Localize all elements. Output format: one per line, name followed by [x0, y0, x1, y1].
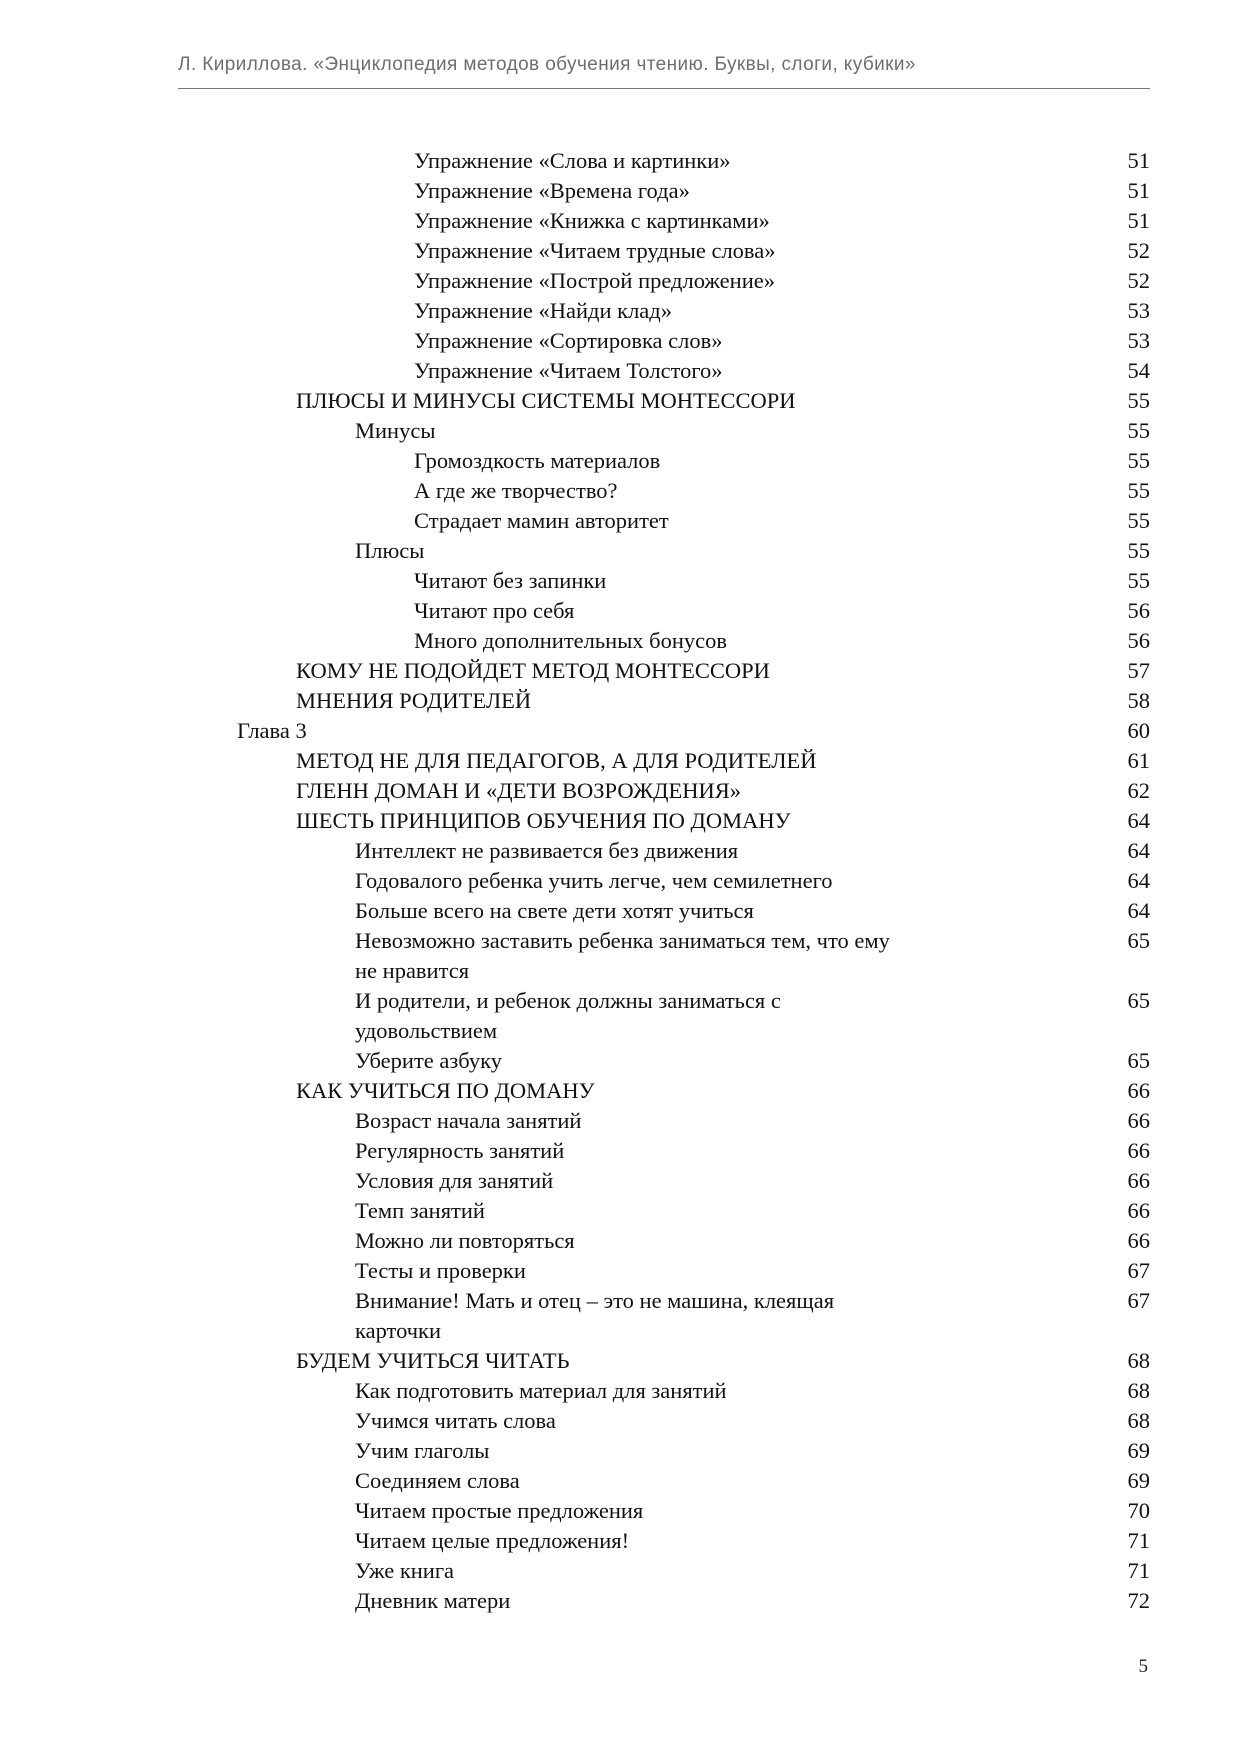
toc-entry-page: 72: [1127, 1588, 1150, 1613]
toc-entry-page: 55: [1127, 418, 1150, 443]
toc-entry-page: 53: [1127, 328, 1150, 353]
toc-entry: [0, 1376, 1240, 1406]
toc-entry: [0, 1556, 1240, 1586]
toc-entry: [0, 416, 1240, 446]
toc-entry-title: Невозможно заставить ребенка заниматься тем, что ему не нравится: [355, 928, 890, 983]
toc-entry-page: 54: [1127, 358, 1150, 383]
toc-entry: [0, 536, 1240, 566]
toc-entry-title: ГЛЕНН ДОМАН И «ДЕТИ ВОЗРОЖДЕНИЯ»: [296, 778, 742, 803]
toc-entry-title: Читают без запинки: [414, 568, 607, 593]
toc-entry: [0, 1196, 1240, 1226]
toc-entry-title: Упражнение «Построй предложение»: [414, 268, 775, 293]
toc-entry: [0, 1046, 1240, 1076]
toc-entry: [0, 686, 1240, 716]
toc-entry: [0, 1406, 1240, 1436]
toc-entry: [0, 356, 1240, 386]
toc-entry-page: 69: [1127, 1468, 1150, 1493]
toc-entry-title: МЕТОД НЕ ДЛЯ ПЕДАГОГОВ, А ДЛЯ РОДИТЕЛЕЙ: [296, 748, 817, 773]
toc-entry-page: 66: [1127, 1138, 1150, 1163]
toc-entry-page: 64: [1127, 808, 1150, 833]
toc-entry-title: Условия для занятий: [355, 1168, 554, 1193]
toc-entry-page: 55: [1127, 478, 1150, 503]
toc-entry-title: Уже книга: [355, 1558, 455, 1583]
toc-entry-title: Упражнение «Книжка с картинками»: [414, 208, 770, 233]
toc-entry: [0, 1076, 1240, 1106]
toc-entry-page: 68: [1127, 1348, 1150, 1373]
toc-entry-title: Тесты и проверки: [355, 1258, 526, 1283]
toc-entry-title: Много дополнительных бонусов: [414, 628, 728, 653]
toc-entry: [0, 476, 1240, 506]
toc-entry-title: Упражнение «Сортировка слов»: [414, 328, 723, 353]
toc-entry-title: Упражнение «Читаем Толстого»: [414, 358, 723, 383]
toc-entry: [0, 776, 1240, 806]
toc-entry: [0, 1106, 1240, 1136]
toc-entry-page: 51: [1127, 148, 1150, 173]
toc-entry-title: Можно ли повторяться: [355, 1228, 575, 1253]
toc-entry-page: 52: [1127, 268, 1150, 293]
toc-entry-page: 64: [1127, 898, 1150, 923]
page-number: 5: [1138, 1656, 1148, 1677]
toc-entry: [0, 1346, 1240, 1376]
toc-entry-page: 68: [1127, 1408, 1150, 1433]
toc-entry-page: 52: [1127, 238, 1150, 263]
toc-entry-page: 66: [1127, 1228, 1150, 1253]
toc-entry-page: 61: [1127, 748, 1150, 773]
toc-entry: [0, 1256, 1240, 1286]
toc-entry-title: Плюсы: [355, 538, 425, 563]
toc-entry: [0, 266, 1240, 296]
toc-entry-title: Больше всего на свете дети хотят учиться: [355, 898, 754, 923]
toc-entry: [0, 866, 1240, 896]
toc-entry-title: Внимание! Мать и отец – это не машина, клеящая карточки: [355, 1288, 835, 1343]
toc-entry-title: Страдает мамин авторитет: [414, 508, 669, 533]
toc-entry: [0, 596, 1240, 626]
toc-entry: [0, 836, 1240, 866]
toc-entry-title: Учим глаголы: [355, 1438, 490, 1463]
toc-entry: [0, 656, 1240, 686]
toc-entry-title: Годовалого ребенка учить легче, чем семилетнего: [355, 868, 833, 893]
toc-entry: [0, 206, 1240, 236]
toc-entry-page: 66: [1127, 1168, 1150, 1193]
toc-entry-title: Уберите азбуку: [355, 1048, 502, 1073]
toc-entry-page: 56: [1127, 628, 1150, 653]
toc-entry: [0, 236, 1240, 266]
toc-entry: [0, 896, 1240, 926]
toc-entry: [0, 506, 1240, 536]
toc-entry: [0, 446, 1240, 476]
toc-entry: [0, 1496, 1240, 1526]
toc-entry-title: Соединяем слова: [355, 1468, 520, 1493]
toc-entry: [0, 1226, 1240, 1256]
toc-entry-title: Упражнение «Найди клад»: [414, 298, 672, 323]
toc-entry-page: 60: [1127, 718, 1150, 743]
toc-entry: [0, 926, 1240, 986]
toc-entry-title: Упражнение «Времена года»: [414, 178, 690, 203]
toc-entry: [0, 1466, 1240, 1496]
toc-list: [0, 146, 1240, 1616]
toc-entry: [0, 1166, 1240, 1196]
toc-entry-title: Упражнение «Читаем трудные слова»: [414, 238, 776, 263]
toc-entry-title: Читают про себя: [414, 598, 575, 623]
toc-entry: [0, 806, 1240, 836]
toc-entry-page: 65: [1127, 928, 1150, 953]
toc-entry-page: 70: [1127, 1498, 1150, 1523]
toc-entry-title: БУДЕМ УЧИТЬСЯ ЧИТАТЬ: [296, 1348, 570, 1373]
toc-entry-title: Учимся читать слова: [355, 1408, 556, 1433]
toc-entry: [0, 1526, 1240, 1556]
toc-entry-title: Как подготовить материал для занятий: [355, 1378, 727, 1403]
toc-entry-page: 55: [1127, 568, 1150, 593]
toc-entry: [0, 1286, 1240, 1346]
toc-entry-title: КАК УЧИТЬСЯ ПО ДОМАНУ: [296, 1078, 595, 1103]
toc-entry-page: 66: [1127, 1108, 1150, 1133]
toc-entry-title: Упражнение «Слова и картинки»: [414, 148, 731, 173]
toc-entry-title: Читаем простые предложения: [355, 1498, 644, 1523]
toc-entry: [0, 176, 1240, 206]
toc-entry-title: Регулярность занятий: [355, 1138, 565, 1163]
toc-entry-title: Читаем целые предложения!: [355, 1528, 630, 1553]
toc-entry: [0, 1136, 1240, 1166]
toc-entry-page: 66: [1127, 1078, 1150, 1103]
toc-entry-page: 68: [1127, 1378, 1150, 1403]
toc-entry: [0, 1586, 1240, 1616]
toc-entry-page: 67: [1127, 1258, 1150, 1283]
toc-entry-page: 51: [1127, 178, 1150, 203]
toc-entry-page: 67: [1127, 1288, 1150, 1313]
toc-entry-title: Дневник матери: [355, 1588, 511, 1613]
toc-entry-title: И родители, и ребенок должны заниматься с удовольствием: [355, 988, 781, 1043]
toc-entry-page: 57: [1127, 658, 1150, 683]
toc-entry-title: Громоздкость материалов: [414, 448, 661, 473]
toc-entry-page: 62: [1127, 778, 1150, 803]
toc-entry-page: 69: [1127, 1438, 1150, 1463]
toc-entry: [0, 386, 1240, 416]
toc-entry: [0, 1436, 1240, 1466]
toc-entry-title: ШЕСТЬ ПРИНЦИПОВ ОБУЧЕНИЯ ПО ДОМАНУ: [296, 808, 791, 833]
toc-entry: [0, 746, 1240, 776]
toc-entry-title: Темп занятий: [355, 1198, 485, 1223]
toc-entry-title: МНЕНИЯ РОДИТЕЛЕЙ: [296, 688, 532, 713]
toc-entry-title: Глава 3: [237, 718, 307, 743]
toc-entry-page: 53: [1127, 298, 1150, 323]
toc-entry: [0, 296, 1240, 326]
toc-entry-page: 55: [1127, 508, 1150, 533]
running-header: Л. Кириллова. «Энциклопедия методов обучения чтению. Буквы, слоги, кубики»: [178, 54, 916, 75]
toc-entry-page: 71: [1127, 1558, 1150, 1583]
header-rule: [178, 88, 1150, 89]
toc-entry: [0, 146, 1240, 176]
toc-entry-page: 64: [1127, 868, 1150, 893]
toc-entry-title: Возраст начала занятий: [355, 1108, 582, 1133]
toc-entry-title: КОМУ НЕ ПОДОЙДЕТ МЕТОД МОНТЕССОРИ: [296, 658, 770, 683]
toc-entry-page: 71: [1127, 1528, 1150, 1553]
toc-entry: [0, 566, 1240, 596]
toc-entry-page: 65: [1127, 1048, 1150, 1073]
toc-entry-page: 64: [1127, 838, 1150, 863]
toc-entry-page: 51: [1127, 208, 1150, 233]
toc-entry: [0, 326, 1240, 356]
toc-entry-page: 56: [1127, 598, 1150, 623]
toc-entry-page: 55: [1127, 538, 1150, 563]
toc-entry: [0, 716, 1240, 746]
toc-entry-page: 58: [1127, 688, 1150, 713]
toc-entry-title: ПЛЮСЫ И МИНУСЫ СИСТЕМЫ МОНТЕССОРИ: [296, 388, 796, 413]
toc-entry: [0, 626, 1240, 656]
toc-entry-page: 55: [1127, 448, 1150, 473]
toc-entry-title: А где же творчество?: [414, 478, 618, 503]
toc-entry-page: 66: [1127, 1198, 1150, 1223]
toc-entry-page: 65: [1127, 988, 1150, 1013]
toc-entry-title: Минусы: [355, 418, 436, 443]
toc-entry-title: Интеллект не развивается без движения: [355, 838, 739, 863]
toc-entry-page: 55: [1127, 388, 1150, 413]
toc-entry: [0, 986, 1240, 1046]
